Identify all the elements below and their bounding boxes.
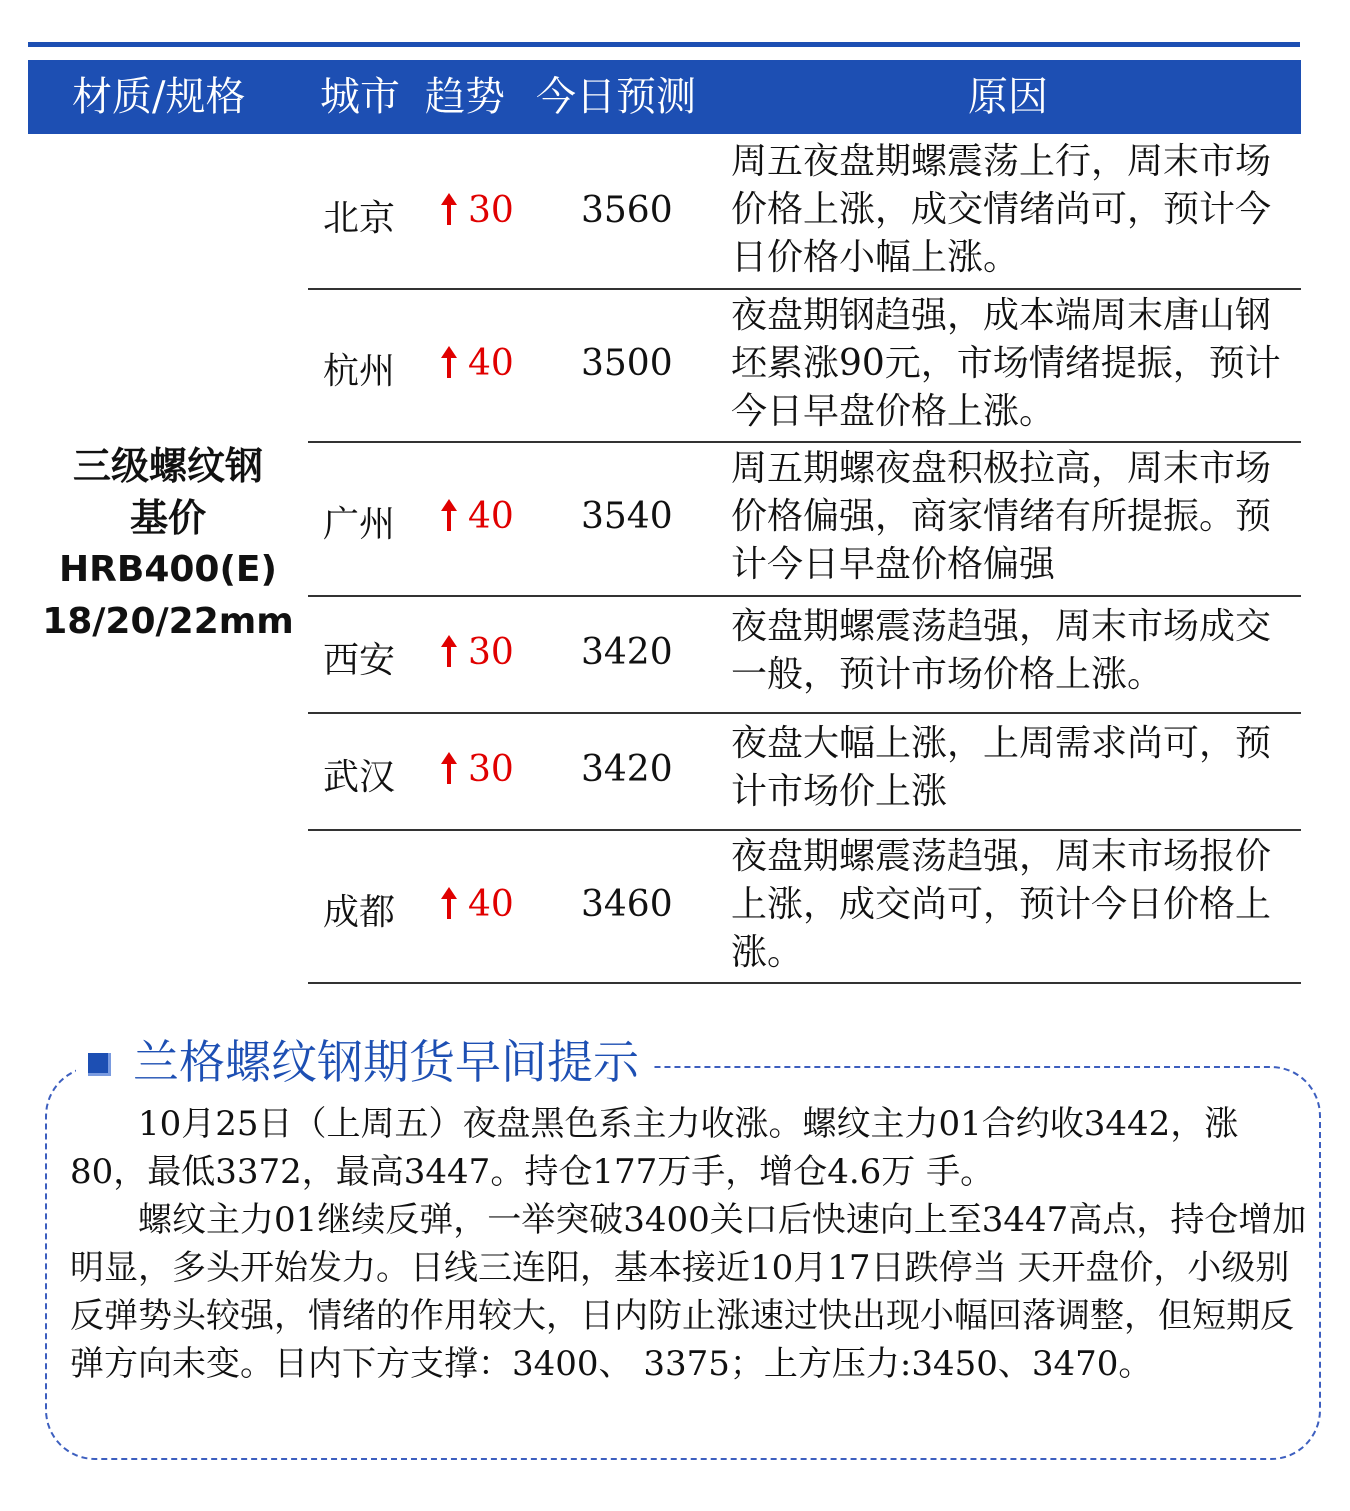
- trend-value: 30: [468, 632, 514, 673]
- forecast-cell: 3540: [581, 496, 673, 537]
- trend-value: 30: [468, 190, 514, 231]
- arrow-up-icon: [440, 498, 458, 532]
- table-row: [308, 134, 1301, 290]
- trend-cell: [440, 343, 514, 384]
- trend-value: 40: [468, 496, 514, 537]
- reason-cell: 夜盘大幅上涨，上周需求尚可，预计市场价上涨: [731, 723, 1272, 812]
- spec-line-2: 基价: [129, 496, 206, 540]
- table-row: [308, 595, 1301, 714]
- table-row: [308, 712, 1301, 831]
- city-cell: 西安: [323, 640, 396, 681]
- arrow-up-icon: [440, 345, 458, 379]
- city-cell: 成都: [323, 892, 396, 933]
- notice-paragraph-2: 螺纹主力01继续反弹，一举突破3400关口后快速向上至3447高点，持仓增加明显，多头开始发力。日线三连阳，基本接近10月17日跌停当 天开盘价，小级别反弹势头较强，情绪的作用较大，日内防止涨速过快出现小幅回落调整，但短期反弹方向未变。日内下方支撑：3400、 3375；上方压力:3450、3470。: [70, 1200, 1307, 1384]
- header-spec: 材质/规格: [72, 74, 246, 120]
- arrow-up-icon: [440, 634, 458, 668]
- notice-body: [70, 1100, 1310, 1388]
- notice-paragraph-1: 10月25日（上周五）夜盘黑色系主力收涨。螺纹主力01合约收3442，涨80，最低3372，最高3447。持仓177万手，增仓4.6万 手。: [70, 1104, 1239, 1192]
- spec-line-3: HRB400(E): [59, 549, 277, 590]
- spec-line-4: 18/20/22mm: [42, 601, 294, 642]
- square-bullet-icon: [88, 1053, 111, 1076]
- forecast-cell: 3420: [581, 749, 673, 790]
- trend-value: 40: [468, 343, 514, 384]
- arrow-up-icon: [440, 192, 458, 226]
- arrow-up-icon: [440, 886, 458, 920]
- forecast-cell: 3560: [581, 190, 673, 231]
- trend-cell: [440, 496, 514, 537]
- table-row: [308, 288, 1301, 443]
- trend-cell: [440, 632, 514, 673]
- header-city: 城市: [320, 74, 400, 120]
- trend-value: 40: [468, 884, 514, 925]
- spec-line-1: 三级螺纹钢: [72, 444, 263, 488]
- header-forecast: 今日预测: [536, 74, 696, 120]
- notice-title: [76, 1030, 653, 1094]
- reason-cell: 夜盘期螺震荡趋强，周末市场报价上涨，成交尚可，预计今日价格上涨。: [731, 836, 1272, 973]
- city-cell: 杭州: [323, 351, 396, 392]
- top-divider: [28, 42, 1300, 47]
- material-spec: [28, 440, 308, 648]
- forecast-cell: 3460: [581, 884, 673, 925]
- city-cell: 广州: [323, 504, 396, 545]
- table-row: [308, 441, 1301, 597]
- table-row: [308, 829, 1301, 984]
- trend-cell: [440, 884, 514, 925]
- forecast-cell: 3500: [581, 343, 673, 384]
- header-reason: 原因: [968, 74, 1048, 120]
- reason-cell: 夜盘期螺震荡趋强，周末市场成交一般，预计市场价格上涨。: [731, 606, 1272, 695]
- city-cell: 武汉: [323, 757, 396, 798]
- trend-cell: [440, 190, 514, 231]
- trend-value: 30: [468, 749, 514, 790]
- notice-title-text: 兰格螺纹钢期货早间提示: [133, 1035, 639, 1089]
- reason-cell: 周五期螺夜盘积极拉高，周末市场价格偏强，商家情绪有所提振。预计今日早盘价格偏强: [731, 448, 1272, 585]
- reason-cell: 夜盘期钢趋强，成本端周末唐山钢坯累涨90元，市场情绪提振，预计今日早盘价格上涨。: [731, 295, 1281, 432]
- trend-cell: [440, 749, 514, 790]
- header-trend: 趋势: [425, 74, 505, 120]
- forecast-cell: 3420: [581, 632, 673, 673]
- reason-cell: 周五夜盘期螺震荡上行，周末市场价格上涨，成交情绪尚可，预计今日价格小幅上涨。: [731, 141, 1272, 278]
- city-cell: 北京: [323, 198, 396, 239]
- arrow-up-icon: [440, 751, 458, 785]
- table-header: [28, 60, 1301, 134]
